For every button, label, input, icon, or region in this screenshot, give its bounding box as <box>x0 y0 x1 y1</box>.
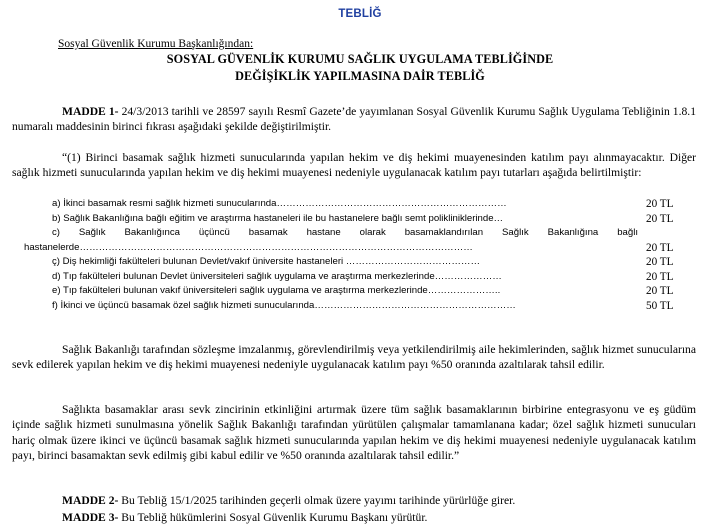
list-item-amount: 20 TL <box>646 285 674 298</box>
document-header: TEBLİĞ <box>338 8 382 20</box>
fee-list <box>12 197 696 314</box>
list-item-text: e) Tıp fakülteleri bulunan vakıf üniversiteleri sağlık uygulama ve araştırma merkezlerinde………………….. <box>52 285 501 297</box>
document-title-line-2: DEĞİŞİKLİK YAPILMASINA DAİR TEBLİĞ <box>235 69 485 83</box>
article-3-label: MADDE 3- <box>62 511 119 524</box>
list-item-text: d) Tıp fakülteleri bulunan Devlet üniversiteleri sağlık uygulama ve araştırma merkezlerinde………………… <box>52 270 502 282</box>
list-item <box>12 299 696 314</box>
list-item-amount: 50 TL <box>646 299 674 312</box>
article-3-text: Bu Tebliğ hükümlerini Sosyal Güvenlik Kurumu Başkanı yürütür. <box>118 511 428 524</box>
issuer-line: Sosyal Güvenlik Kurumu Başkanlığından: <box>58 38 254 50</box>
list-item <box>12 197 696 212</box>
list-item-amount: 20 TL <box>646 270 674 283</box>
article-2-paragraph <box>12 493 696 508</box>
article-3-paragraph <box>12 510 696 525</box>
list-item-amount: 20 TL <box>646 212 674 225</box>
list-item-text: ç) Diş hekimliği fakülteleri bulunan Devlet/vakıf üniversite hastaneleri …………………………………… <box>52 256 481 268</box>
paragraph-3: Sağlıkta basamaklar arası sevk zincirinin etkinliğini artırmak üzere tüm sağlık basamaklarının birbirine entegrasyonu ve eş güdüm içinde sağlık hizmeti sunulmasına yönelik Sağlık Bakanlığı tarafından yürütülen çalışmalar tamamlanana kadar; özel sağlık hizmeti sunucuları hariç olmak üzere ikinci ve üçüncü basamak sağlık hizmeti sunucularında yapılan hekim ve diş hekimi muayenesi nedeniyle uygulanacak katılım payı, birinci basamaktan sevk edilmiş gibi kabul edilir ve %50 oranında azaltılarak tahsil edilir.” <box>12 403 696 463</box>
list-item <box>12 226 696 255</box>
list-item-amount: 20 TL <box>646 256 674 269</box>
list-item-text: c) Sağlık Bakanlığınca üçüncü basamak hastane olarak basamaklandırılan Sağlık Bakanlığına bağlı <box>52 227 638 239</box>
paragraph-1: “(1) Birinci basamak sağlık hizmeti sunucularında yapılan hekim ve diş hekimi muayenesinden katılım payı alınmayacaktır. Diğer sağlık hizmeti sunucularında yapılan hekim ve diş hekimi muayenesi nedeniyle uygulanacak katılım payı tutarları aşağıda belirtilmiştir: <box>12 151 696 180</box>
paragraph-2: Sağlık Bakanlığı tarafından sözleşme imzalanmış, görevlendirilmiş veya yetkilendirilmiş aile hekimlerinden, sağlık hizmet sunucularına sevk edilerek yapılan hekim ve diş hekimi muayenesi nedeniyle uygulanacak katılım payı %50 oranında azaltılarak tahsil edilir. <box>12 343 696 372</box>
list-item-text: b) Sağlık Bakanlığına bağlı eğitim ve araştırma hastaneleri ile bu hastanelere bağlı semt polikliniklerinde… <box>52 212 504 224</box>
article-1-text: 24/3/2013 tarihli ve 28597 sayılı Resmî Gazete’de yayımlanan Sosyal Güvenlik Kurumu Sağlık Uygulama Tebliğinin 1.8.1 numaralı maddesinin birinci fıkrası aşağıdaki şekilde değiştirilmiştir. <box>12 105 696 134</box>
document-title-line-1: SOSYAL GÜVENLİK KURUMU SAĞLIK UYGULAMA TEBLİĞİNDE <box>166 52 554 66</box>
article-2-text: Bu Tebliğ 15/1/2025 tarihinden geçerli olmak üzere yayımı tarihinde yürürlüğe girer. <box>118 494 516 507</box>
list-item-text: f) İkinci ve üçüncü basamak özel sağlık hizmeti sunucularında……………………………………………………… <box>52 299 516 311</box>
article-2-label: MADDE 2- <box>62 494 119 507</box>
list-item <box>12 270 696 285</box>
article-1-label: MADDE 1- <box>62 105 119 118</box>
list-item-text: a) İkinci basamak resmi sağlık hizmeti sunucularında……………………………………………………………… <box>52 198 507 209</box>
list-item <box>12 212 696 227</box>
article-1-paragraph <box>12 104 696 135</box>
list-item <box>12 284 696 299</box>
list-item <box>12 255 696 270</box>
list-item-amount: 20 TL <box>646 241 674 254</box>
list-item-text-continued: hastanelerde…………………………………………………………………………………………………………… <box>24 241 473 253</box>
list-item-amount: 20 TL <box>646 198 674 210</box>
